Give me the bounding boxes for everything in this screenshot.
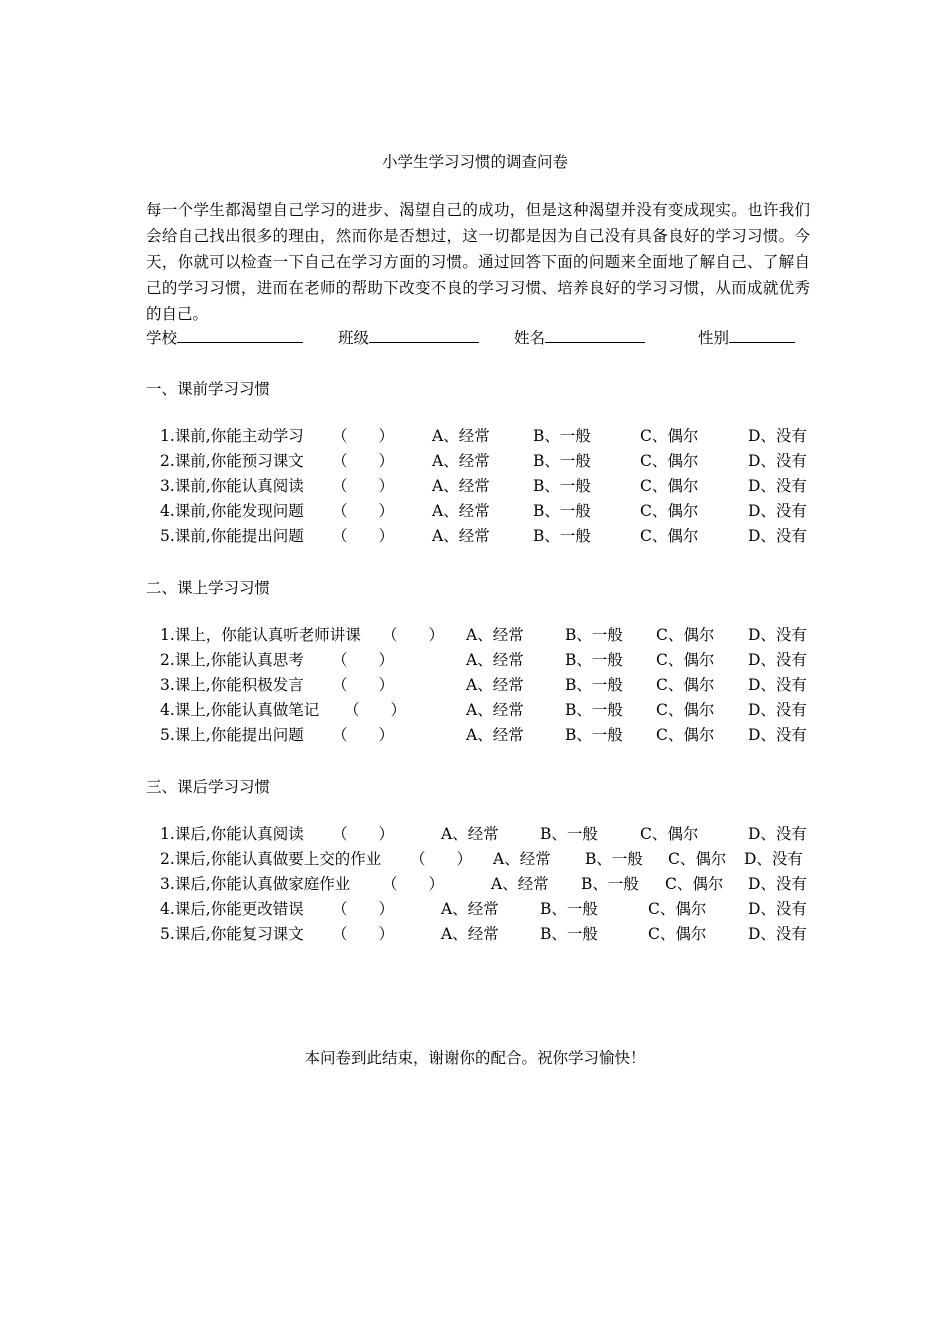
question-text: 1.课前,你能主动学习 bbox=[160, 427, 304, 445]
question-row bbox=[0, 874, 950, 894]
class-label: 班级 bbox=[338, 329, 370, 347]
answer-blank[interactable]: （ ） bbox=[382, 875, 445, 893]
option-b[interactable]: B、一般 bbox=[540, 925, 598, 943]
option-c[interactable]: C、偶尔 bbox=[656, 676, 715, 694]
gender-field[interactable] bbox=[698, 326, 795, 348]
option-d[interactable]: D、没有 bbox=[748, 726, 807, 744]
question-text: 1.课后,你能认真阅读 bbox=[160, 825, 304, 843]
option-d[interactable]: D、没有 bbox=[744, 850, 803, 868]
school-label: 学校 bbox=[146, 329, 178, 347]
option-a[interactable]: A、经常 bbox=[491, 875, 549, 893]
option-d[interactable]: D、没有 bbox=[748, 925, 807, 943]
gender-blank[interactable] bbox=[729, 328, 795, 343]
option-c[interactable]: C、偶尔 bbox=[640, 452, 699, 470]
question-row bbox=[0, 625, 950, 645]
option-b[interactable]: B、一般 bbox=[581, 875, 639, 893]
option-c[interactable]: C、偶尔 bbox=[640, 502, 699, 520]
question-row bbox=[0, 501, 950, 521]
option-b[interactable]: B、一般 bbox=[533, 452, 591, 470]
option-b[interactable]: B、一般 bbox=[533, 527, 591, 545]
question-row bbox=[0, 476, 950, 496]
option-a[interactable]: A、经常 bbox=[432, 427, 490, 445]
option-a[interactable]: A、经常 bbox=[466, 651, 524, 669]
answer-blank[interactable]: （ ） bbox=[332, 825, 395, 843]
option-b[interactable]: B、一般 bbox=[565, 676, 623, 694]
option-b[interactable]: B、一般 bbox=[565, 701, 623, 719]
question-text: 3.课上,你能积极发言 bbox=[160, 676, 304, 694]
option-b[interactable]: B、一般 bbox=[565, 726, 623, 744]
option-d[interactable]: D、没有 bbox=[748, 701, 807, 719]
option-a[interactable]: A、经常 bbox=[432, 527, 490, 545]
question-text: 5.课上,你能提出问题 bbox=[160, 726, 304, 744]
question-text: 1.课上，你能认真听老师讲课 bbox=[160, 626, 361, 644]
option-a[interactable]: A、经常 bbox=[466, 726, 524, 744]
option-c[interactable]: C、偶尔 bbox=[656, 726, 715, 744]
class-blank[interactable] bbox=[369, 328, 479, 343]
option-b[interactable]: B、一般 bbox=[540, 825, 598, 843]
intro-paragraph bbox=[146, 197, 810, 327]
answer-blank[interactable]: （ ） bbox=[332, 676, 395, 694]
option-d[interactable]: D、没有 bbox=[748, 477, 807, 495]
closing-text: 本问卷到此结束，谢谢你的配合。祝你学习愉快！ bbox=[304, 1049, 646, 1067]
question-row bbox=[0, 675, 950, 695]
question-text: 3.课前,你能认真阅读 bbox=[160, 477, 304, 495]
question-row bbox=[0, 426, 950, 446]
option-b[interactable]: B、一般 bbox=[533, 477, 591, 495]
school-field[interactable] bbox=[146, 326, 303, 348]
gender-label: 性别 bbox=[698, 329, 730, 347]
question-text: 4.课前,你能发现问题 bbox=[160, 502, 304, 520]
intro-text: 每一个学生都渴望自己学习的进步、渴望自己的成功，但是这种渴望并没有变成现实。也许我们会给自己找出很多的理由，然而你是否想过，这一切都是因为自己没有具备良好的学习习惯。今天，你就可以检查一下自己在学习方面的习惯。通过回答下面的问题来全面地了解自己、了解自己的学习习惯，进而在老师的帮助下改变不良的学习习惯、培养良好的学习习惯，从而成就优秀的自己。 bbox=[146, 201, 810, 323]
option-b[interactable]: B、一般 bbox=[565, 651, 623, 669]
option-c[interactable]: C、偶尔 bbox=[640, 427, 699, 445]
question-text: 3.课后,你能认真做家庭作业 bbox=[160, 875, 351, 893]
name-field[interactable] bbox=[514, 326, 645, 348]
option-a[interactable]: A、经常 bbox=[432, 477, 490, 495]
question-row bbox=[0, 700, 950, 720]
section-heading-before-class: 一、课前学习习惯 bbox=[146, 380, 271, 398]
option-a[interactable]: A、经常 bbox=[493, 850, 551, 868]
answer-blank[interactable]: （ ） bbox=[332, 925, 395, 943]
option-d[interactable]: D、没有 bbox=[748, 651, 807, 669]
answer-blank[interactable]: （ ） bbox=[332, 726, 395, 744]
question-text: 2.课前,你能预习课文 bbox=[160, 452, 304, 470]
option-d[interactable]: D、没有 bbox=[748, 676, 807, 694]
option-d[interactable]: D、没有 bbox=[748, 875, 807, 893]
page-title: 小学生学习习惯的调查问卷 bbox=[381, 153, 568, 171]
answer-blank[interactable]: （ ） bbox=[344, 701, 407, 719]
question-row bbox=[0, 849, 950, 869]
answer-blank[interactable]: （ ） bbox=[332, 427, 395, 445]
option-d[interactable]: D、没有 bbox=[748, 527, 807, 545]
option-a[interactable]: A、经常 bbox=[432, 502, 490, 520]
answer-blank[interactable]: （ ） bbox=[332, 900, 395, 918]
option-a[interactable]: A、经常 bbox=[432, 452, 490, 470]
question-row bbox=[0, 650, 950, 670]
class-field[interactable] bbox=[338, 326, 479, 348]
question-row bbox=[0, 899, 950, 919]
option-b[interactable]: B、一般 bbox=[585, 850, 643, 868]
answer-blank[interactable]: （ ） bbox=[382, 626, 445, 644]
option-c[interactable]: C、偶尔 bbox=[640, 477, 699, 495]
option-d[interactable]: D、没有 bbox=[748, 502, 807, 520]
question-row bbox=[0, 451, 950, 471]
option-d[interactable]: D、没有 bbox=[748, 825, 807, 843]
question-text: 2.课后,你能认真做要上交的作业 bbox=[160, 850, 382, 868]
option-a[interactable]: A、经常 bbox=[466, 701, 524, 719]
question-text: 4.课后,你能更改错误 bbox=[160, 900, 304, 918]
answer-blank[interactable]: （ ） bbox=[332, 477, 395, 495]
option-a[interactable]: A、经常 bbox=[441, 825, 499, 843]
option-d[interactable]: D、没有 bbox=[748, 427, 807, 445]
option-a[interactable]: A、经常 bbox=[466, 676, 524, 694]
section-heading-in-class: 二、课上学习习惯 bbox=[146, 579, 271, 597]
option-c[interactable]: C、偶尔 bbox=[656, 651, 715, 669]
option-c[interactable]: C、偶尔 bbox=[648, 900, 707, 918]
option-c[interactable]: C、偶尔 bbox=[648, 925, 707, 943]
option-b[interactable]: B、一般 bbox=[540, 900, 598, 918]
option-a[interactable]: A、经常 bbox=[466, 626, 524, 644]
answer-blank[interactable]: （ ） bbox=[332, 452, 395, 470]
option-d[interactable]: D、没有 bbox=[748, 452, 807, 470]
question-text: 5.课前,你能提出问题 bbox=[160, 527, 304, 545]
option-b[interactable]: B、一般 bbox=[565, 626, 623, 644]
question-text: 2.课上,你能认真思考 bbox=[160, 651, 304, 669]
option-b[interactable]: B、一般 bbox=[533, 502, 591, 520]
answer-blank[interactable]: （ ） bbox=[332, 527, 395, 545]
question-row bbox=[0, 725, 950, 745]
name-blank[interactable] bbox=[545, 328, 645, 343]
option-a[interactable]: A、经常 bbox=[441, 925, 499, 943]
option-d[interactable]: D、没有 bbox=[748, 626, 807, 644]
school-blank[interactable] bbox=[177, 328, 303, 343]
question-row bbox=[0, 924, 950, 944]
option-c[interactable]: C、偶尔 bbox=[640, 825, 699, 843]
answer-blank[interactable]: （ ） bbox=[410, 850, 473, 868]
option-c[interactable]: C、偶尔 bbox=[656, 701, 715, 719]
question-row bbox=[0, 824, 950, 844]
option-d[interactable]: D、没有 bbox=[748, 900, 807, 918]
option-c[interactable]: C、偶尔 bbox=[668, 850, 727, 868]
question-text: 4.课上,你能认真做笔记 bbox=[160, 701, 320, 719]
answer-blank[interactable]: （ ） bbox=[332, 651, 395, 669]
option-a[interactable]: A、经常 bbox=[441, 900, 499, 918]
option-c[interactable]: C、偶尔 bbox=[640, 527, 699, 545]
option-c[interactable]: C、偶尔 bbox=[665, 875, 724, 893]
name-label: 姓名 bbox=[514, 329, 546, 347]
option-b[interactable]: B、一般 bbox=[533, 427, 591, 445]
question-text: 5.课后,你能复习课文 bbox=[160, 925, 304, 943]
section-heading-after-class: 三、课后学习习惯 bbox=[146, 778, 271, 796]
question-row bbox=[0, 526, 950, 546]
option-c[interactable]: C、偶尔 bbox=[656, 626, 715, 644]
answer-blank[interactable]: （ ） bbox=[332, 502, 395, 520]
